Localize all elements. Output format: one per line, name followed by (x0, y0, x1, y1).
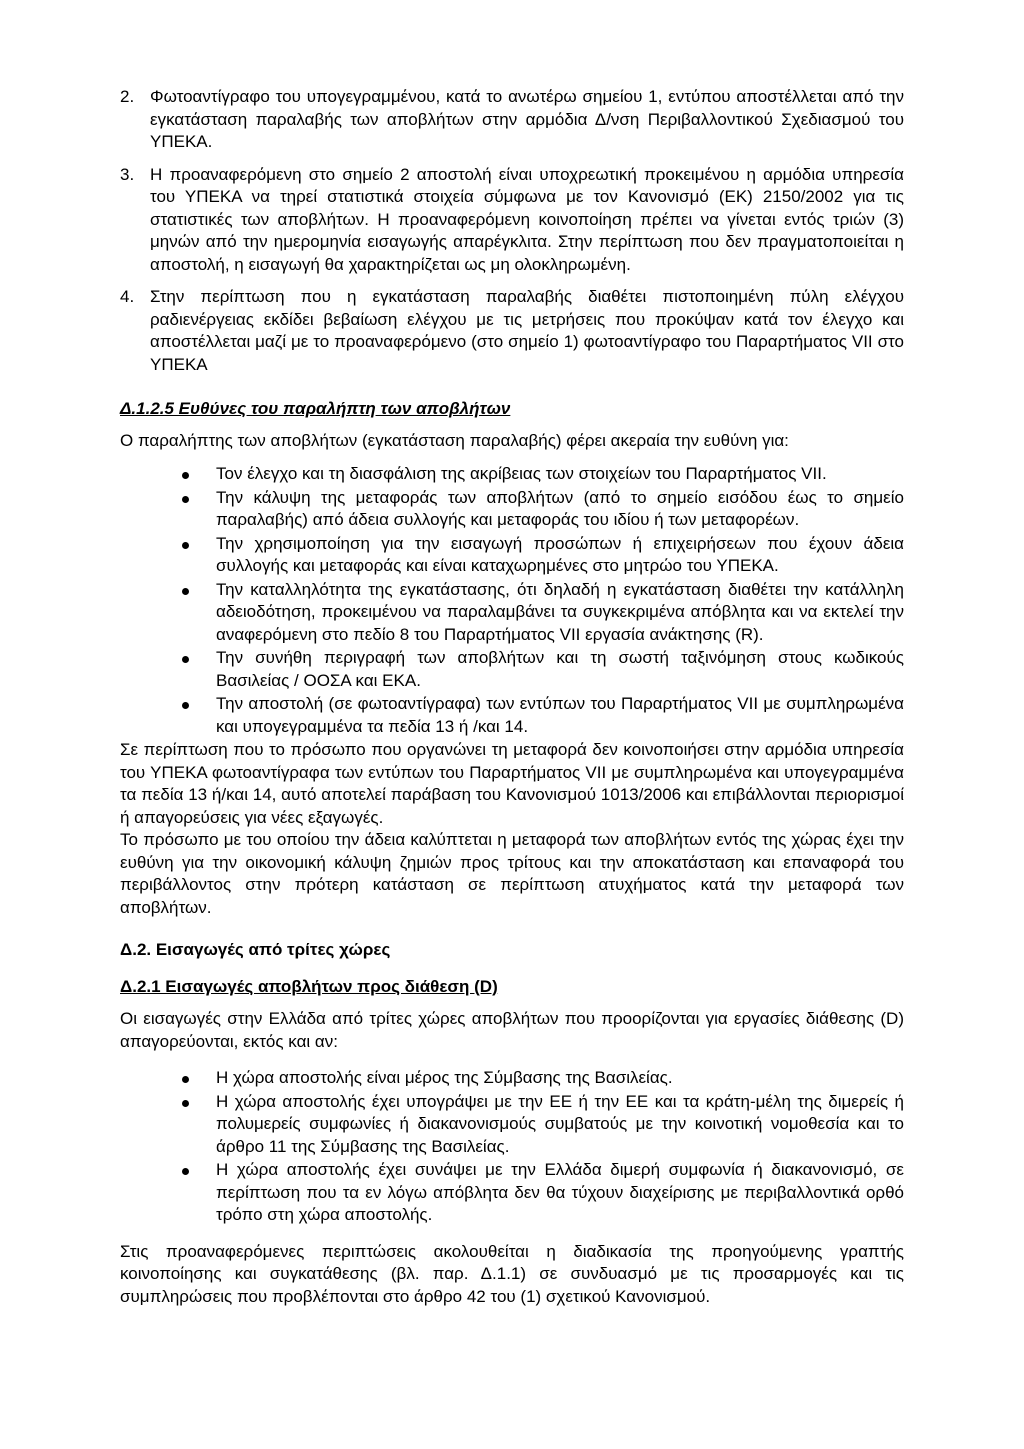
item-text: Φωτοαντίγραφο του υπογεγραμμένου, κατά το ανωτέρω σημείου 1, εντύπου αποστέλλεται από την εγκατάσταση παραλαβής των αποβλήτων στην αρμόδια Δ/νση Περιβαλλοντικού Σχεδιασμού του ΥΠΕΚΑ. (150, 87, 904, 151)
paragraph-violation: Σε περίπτωση που το πρόσωπο που οργανώνει τη μεταφορά δεν κοινοποιήσει στην αρμόδια υπηρεσία του ΥΠΕΚΑ φωτοαντίγραφα των εντύπων του Παραρτήματος VII με συμπληρωμένα και υπογεγραμμένα τα πεδία 13 ή/και 14, αυτό αποτελεί παράβαση του Κανονισμού 1013/2006 και επιβάλλονται περιορισμοί ή απαγορεύσεις για νέες εξαγωγές. (120, 740, 904, 827)
bullet-icon (182, 588, 189, 595)
list-item: Την αποστολή (σε φωτοαντίγραφα) των εντύπων του Παραρτήματος VII με συμπληρωμένα και υπογεγραμμένα τα πεδία 13 ή /και 14. (120, 693, 904, 738)
bullet-icon (182, 1168, 189, 1175)
item-number: 3. (120, 164, 135, 184)
bullet-icon (182, 472, 189, 479)
paragraph-liability: Το πρόσωπο με του οποίου την άδεια καλύπτεται η μεταφορά των αποβλήτων εντός της χώρας έχει την ευθύνη για την οικονομική κάλυψη ζημιών προς τρίτους και την αποκατάσταση και επαναφορά του περιβάλλοντος στην πρότερη κατάσταση σε περίπτωση ατυχήματος κατά την μεταφορά των αποβλήτων. (120, 830, 904, 917)
import-conditions-list (120, 1067, 904, 1227)
bullet-icon (182, 542, 189, 549)
list-item: Η χώρα αποστολής έχει υπογράψει με την ΕΕ ή την ΕΕ και τα κράτη-μέλη της διμερείς ή πολυμερείς συμφωνίες ή διακανονισμούς συμβατούς με την κοινοτική νομοθεσία και το άρθρο 11 της Σύμβασης της Βασιλείας. (120, 1091, 904, 1159)
list-item: Η χώρα αποστολής είναι μέρος της Σύμβασης της Βασιλείας. (120, 1067, 904, 1090)
bullet-icon (182, 1076, 189, 1083)
item-number: 4. (120, 287, 135, 306)
numbered-item-3 (120, 164, 904, 277)
section-heading-d21: Δ.2.1 Εισαγωγές αποβλήτων προς διάθεση (D) (120, 976, 498, 996)
item-text: Η προαναφερόμενη στο σημείο 2 αποστολή είναι υποχρεωτική προκειμένου η αρμόδια υπηρεσία του ΥΠΕΚΑ να τηρεί στατιστικά στοιχεία σύμφωνα με τον Κανονισμό (ΕΚ) 2150/2002 για τις στατιστικές των αποβλήτων. Η προαναφερόμενη κοινοποίηση πρέπει να γίνεται εντός τριών (3) μηνών από την ημερομηνία εισαγωγής απαρέγκλιτα. Στην περίπτωση που δεν πραγματοποιείται η αποστολή, η εισαγωγή θα χαρακτηρίζεται ως μη ολοκληρωμένη. (150, 164, 904, 274)
responsibility-list (120, 463, 904, 738)
bullet-icon (182, 656, 189, 663)
bullet-icon (182, 702, 189, 709)
section-intro-d21: Οι εισαγωγές στην Ελλάδα από τρίτες χώρες αποβλήτων που προορίζονται για εργασίες διάθεσης (D) απαγορεύονται, εκτός και αν: (120, 1009, 904, 1051)
bullet-icon (182, 1100, 189, 1107)
section-intro-d125: Ο παραλήπτης των αποβλήτων (εγκατάσταση παραλαβής) φέρει ακεραία την ευθύνη για: (120, 430, 789, 450)
list-item: Την καταλληλότητα της εγκατάστασης, ότι δηλαδή η εγκατάσταση διαθέτει την κατάλληλη αδειοδότηση, προκειμένου να παραλαμβάνει τα συγκεκριμένα απόβλητα και να εκτελεί την αναφερόμενη στο πεδίο 8 του Παραρτήματος VII εργασία ανάκτησης (R). (120, 579, 904, 647)
paragraph-closing: Στις προαναφερόμενες περιπτώσεις ακολουθείται η διαδικασία της προηγούμενης γραπτής κοινοποίησης και συγκατάθεσης (βλ. παρ. Δ.1.1) σε συνδυασμό με τις προσαρμογές και τις συμπληρώσεις που προβλέπονται στο άρθρο 42 του (1) σχετικού Κανονισμού. (120, 1241, 904, 1306)
item-number: 2. (120, 87, 135, 106)
bullet-icon (182, 496, 189, 503)
list-item: Η χώρα αποστολής έχει συνάψει με την Ελλάδα διμερή συμφωνία ή διακανονισμό, σε περίπτωση που τα εν λόγω απόβλητα δεν θα τύχουν διαχείρισης με περιβαλλοντικά ορθό τρόπο στη χώρα αποστολής. (120, 1159, 904, 1227)
list-item: Την χρησιμοποίηση για την εισαγωγή προσώπων ή επιχειρήσεων που έχουν άδεια συλλογής και μεταφοράς και είναι καταχωρημένες στο μητρώο του ΥΠΕΚΑ. (120, 533, 904, 578)
numbered-item-2 (120, 86, 904, 154)
numbered-item-4 (120, 286, 904, 376)
list-item: Τον έλεγχο και τη διασφάλιση της ακρίβειας των στοιχείων του Παραρτήματος VII. (120, 463, 904, 486)
item-text: Στην περίπτωση που η εγκατάσταση παραλαβής διαθέτει πιστοποιημένη πύλη ελέγχου ραδιενέργειας εκδίδει βεβαίωση ελέγχου με τις μετρήσεις που προκύψαν κατά τον έλεγχο και αποστέλλεται μαζί με το προαναφερόμενο (στο σημείο 1) φωτοαντίγραφο του Παραρτήματος VII στο ΥΠΕΚΑ (150, 287, 904, 374)
section-heading-d2: Δ.2. Εισαγωγές από τρίτες χώρες (120, 940, 391, 959)
list-item: Την κάλυψη της μεταφοράς των αποβλήτων (από το σημείο εισόδου έως το σημείο παραλαβής) από άδεια συλλογής και μεταφοράς του ιδίου ή των μεταφορέων. (120, 487, 904, 532)
section-heading-d125: Δ.1.2.5 Ευθύνες του παραλήπτη των αποβλήτων (120, 399, 511, 418)
list-item: Την συνήθη περιγραφή των αποβλήτων και τη σωστή ταξινόμηση στους κωδικούς Βασιλείας / ΟΟΣΑ και ΕΚΑ. (120, 647, 904, 692)
